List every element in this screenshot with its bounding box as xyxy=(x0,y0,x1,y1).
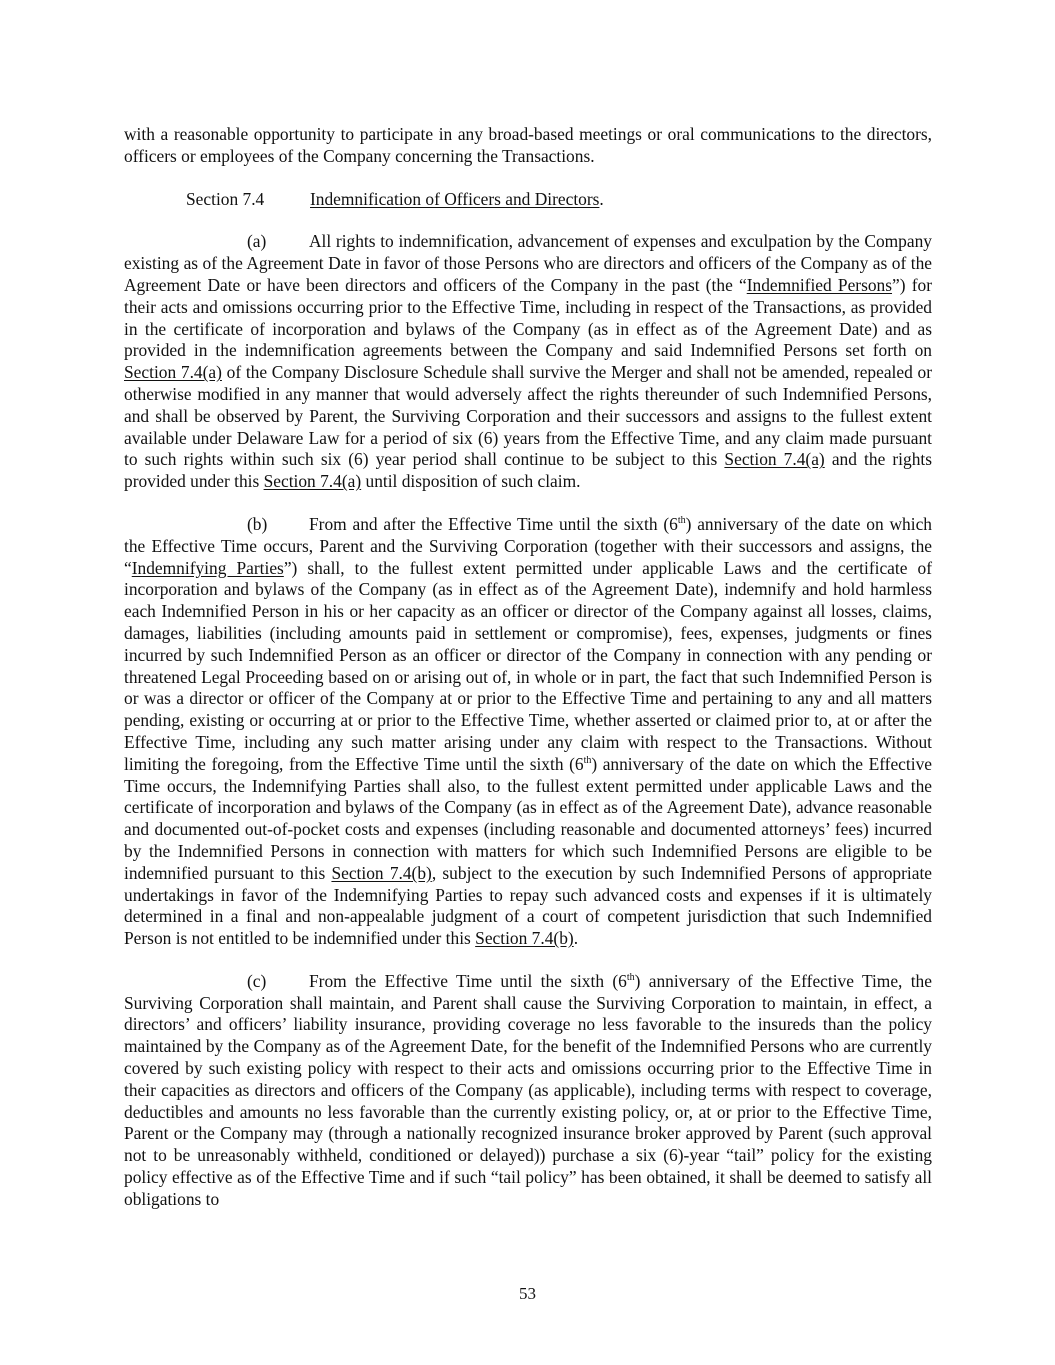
section-reference: Section 7.4(b) xyxy=(331,862,432,883)
section-number: Section 7.4 xyxy=(186,188,265,209)
section-reference: Section 7.4(a) xyxy=(263,471,362,492)
intro-paragraph xyxy=(124,124,932,168)
paragraph-a-text: ”) for their acts and omissions occurring prior to the Effective Time, including in respect of the Transactions, as provided in the certificate of incorporation and bylaws of the Company (as in effect as of the Agreement Date) and as provided in the indemnification agreements between the Company and said Indemnified Persons set forth on xyxy=(124,274,932,361)
paragraph-b-text: From and after the Effective Time until the sixth (6 xyxy=(309,513,678,534)
section-title-end: . xyxy=(599,188,604,209)
section-title: Indemnification of Officers and Directors xyxy=(310,188,600,209)
ordinal-superscript: th xyxy=(626,972,635,984)
document-page xyxy=(124,124,932,1211)
intro-text: with a reasonable opportunity to participate in any broad-based meetings or oral communications to the directors, officers or employees of the Company concerning the Transactions. xyxy=(124,124,932,166)
section-heading xyxy=(186,189,932,211)
paragraph-b-text: ”) shall, to the fullest extent permitted under applicable Laws and the certificate of incorporation and bylaws of the Company (as in effect as of the Agreement Date), indemnify and hold harmless each Indemnified Person in his or her capacity as an officer or director of the Company against all losses, claims, damages, liabilities (including amounts paid in settlement or compromise), fees, expenses, judgments or fines incurred by such Indemnified Person as an officer or director of the Company in connection with any pending or threatened Legal Proceeding based on or arising out of, in whole or in part, the fact that such Indemnified Person is or was a director or officer of the Company at or prior to the Effective Time and pertaining to any and all matters pending, existing or occurring at or prior to the Effective Time, whether asserted or claimed prior to, at or after the Effective Time, including any such matter arising under any claim with respect to the Transactions. Without limiting the foregoing, from the Effective Time until the sixth (6 xyxy=(124,557,932,774)
defined-term-indemnified-persons: Indemnified Persons xyxy=(746,274,893,295)
section-reference: Section 7.4(a) xyxy=(724,449,825,470)
paragraph-a-text: of the Company Disclosure Schedule shall survive the Merger and shall not be amended, repealed or otherwise modified in any manner that would adversely affect the rights thereunder of such Indemnified Persons, and shall be observed by Parent, the Surviving Corporation and their successors and assigns to the fullest extent available under Delaware Law for a period of six (6) years from the Effective Time, and any claim made pursuant to such rights within such six (6) year period shall continue to be subject to this xyxy=(124,362,932,470)
paragraph-a-text: and the rights provided under this xyxy=(124,449,932,492)
ordinal-superscript: th xyxy=(677,515,686,527)
paragraph-b-text: ) anniversary of the date on which the Effective Time occurs, the Indemnifying Parties shall also, to the fullest extent permitted under applicable Laws and the certificate of incorporation and bylaws of the Company (as in effect as of the Agreement Date), advance reasonable and documented out-of-pocket costs and expenses (including reasonable and documented attorneys’ fees) incurred by the Indemnified Persons in connection with matters for which such Indemnified Persons are eligible to be indemnified pursuant to this xyxy=(124,753,932,883)
paragraph-c xyxy=(124,971,932,1211)
paragraph-c-text: From the Effective Time until the sixth (6 xyxy=(309,970,627,991)
defined-term-indemnifying-parties: Indemnifying Parties xyxy=(131,557,284,578)
paragraph-a-text: All rights to indemnification, advancement of expenses and exculpation by the Company existing as of the Agreement Date in favor of those Persons who are directors and officers of the Company as of the Agreement Date or have been directors and officers of the Company in the past (the “ xyxy=(124,231,932,295)
paragraph-b-text: , subject to the execution by such Indemnified Persons of appropriate undertakings in favor of the Indemnifying Parties to repay such advanced costs and expenses if it is ultimately determined in a final and non-appealable judgment of a court of competent jurisdiction that such Indemnified Person is not entitled to be indemnified under this xyxy=(124,862,933,949)
paragraph-a-text: until disposition of such claim. xyxy=(361,471,581,492)
ordinal-superscript: th xyxy=(583,754,592,766)
paragraph-b-text: ) anniversary of the date on which the Effective Time occurs, Parent and the Surviving Corporation (together with their successors and assigns, the “ xyxy=(124,513,932,578)
paragraph-c-label: (c) xyxy=(247,970,267,991)
paragraph-b xyxy=(124,514,932,950)
page-number: 53 xyxy=(519,1284,536,1303)
section-reference: Section 7.4(a) xyxy=(124,362,222,383)
paragraph-b-label: (b) xyxy=(247,513,268,534)
paragraph-b-text: . xyxy=(573,928,579,949)
paragraph-c-text: ) anniversary of the Effective Time, the Surviving Corporation shall maintain, and Parent shall cause the Surviving Corporation to maintain, in effect, a directors’ and officers’ liability insurance, providing coverage no less favorable to the insureds than the policy maintained by the Company as of the Agreement Date, for the benefit of the Indemnified Persons who are currently covered by such existing policy with respect to their acts and omissions occurring prior to the Effective Time in their capacities as directors and officers of the Company (as applicable), including terms with respect to coverage, deductibles and amounts no less favorable than the currently existing policy, or, at or prior to the Effective Time, Parent or the Company may (through a nationally recognized insurance broker approved by Parent (such approval not to be unreasonably withheld, conditioned or delayed)) purchase a six (6)-year “tail” policy for the existing policy effective as of the Effective Time and if such “tail policy” has been obtained, it shall be deemed to satisfy all obligations to xyxy=(124,970,932,1209)
section-reference: Section 7.4(b) xyxy=(475,928,574,949)
paragraph-a-label: (a) xyxy=(247,231,267,252)
paragraph-a xyxy=(124,231,932,493)
